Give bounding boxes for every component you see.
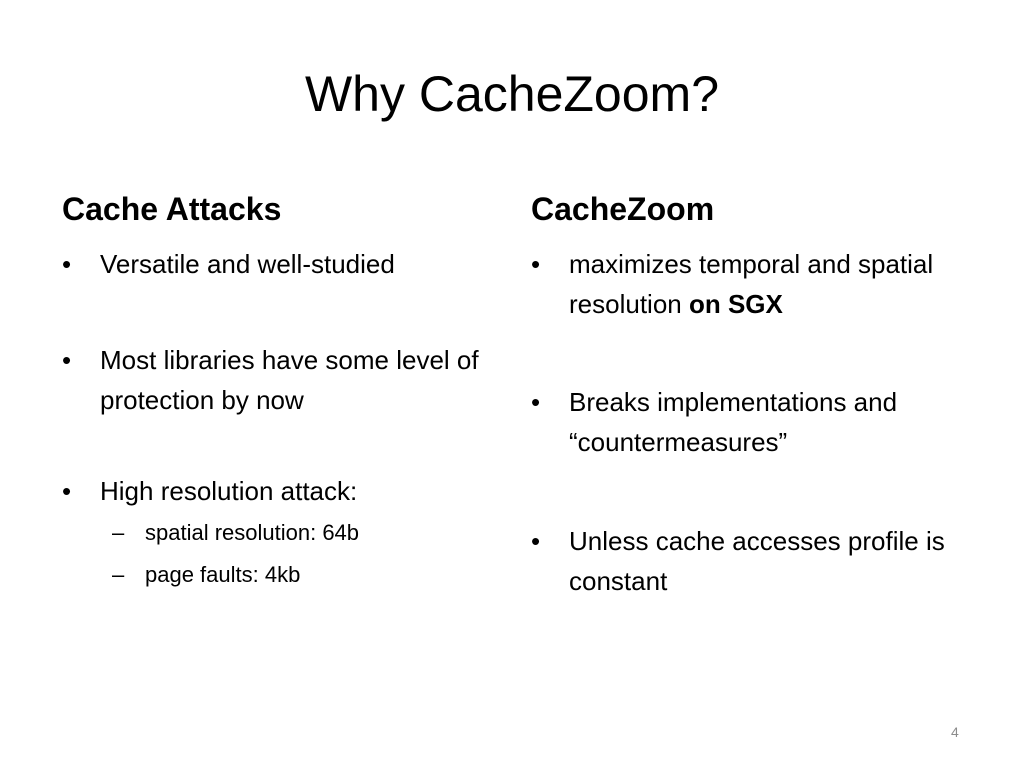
bullet-bold-text: on SGX [688, 289, 783, 319]
bullet-dot-icon: • [62, 249, 72, 279]
sub-bullet-item [62, 554, 502, 596]
bullet-item [62, 244, 502, 284]
bullet-dot-icon: • [62, 345, 72, 375]
bullet-item [62, 340, 502, 420]
sub-bullet-text: spatial resolution: 64b [145, 520, 360, 545]
left-column-heading: Cache Attacks [62, 191, 282, 227]
bullet-text: maximizes temporal and spatial resolution [569, 249, 934, 319]
bullet-text: High resolution attack: [100, 476, 358, 506]
page-number: 4 [951, 724, 959, 740]
right-column [531, 186, 951, 601]
right-column-heading: CacheZoom [531, 191, 715, 227]
bullet-dot-icon: • [62, 476, 72, 506]
bullet-item [531, 382, 951, 462]
left-bullet-list [62, 244, 502, 596]
right-bullet-list [531, 244, 951, 601]
bullet-item [62, 471, 502, 511]
bullet-text: Unless cache accesses profile is constant [569, 526, 945, 596]
left-column [62, 186, 502, 596]
bullet-item [531, 244, 951, 324]
bullet-text: Versatile and well-studied [100, 249, 395, 279]
bullet-dot-icon: • [531, 526, 541, 556]
bullet-text: Breaks implementations and “countermeasures” [569, 387, 898, 457]
dash-icon: – [112, 520, 125, 545]
bullet-dot-icon: • [531, 387, 541, 417]
bullet-dot-icon: • [531, 249, 541, 279]
slide-title: Why CacheZoom? [304, 66, 720, 122]
bullet-text: Most libraries have some level of protection by now [100, 345, 479, 415]
sub-bullet-item [62, 512, 502, 554]
dash-icon: – [112, 562, 125, 587]
bullet-item [531, 521, 951, 601]
sub-bullet-text: page faults: 4kb [145, 562, 301, 587]
